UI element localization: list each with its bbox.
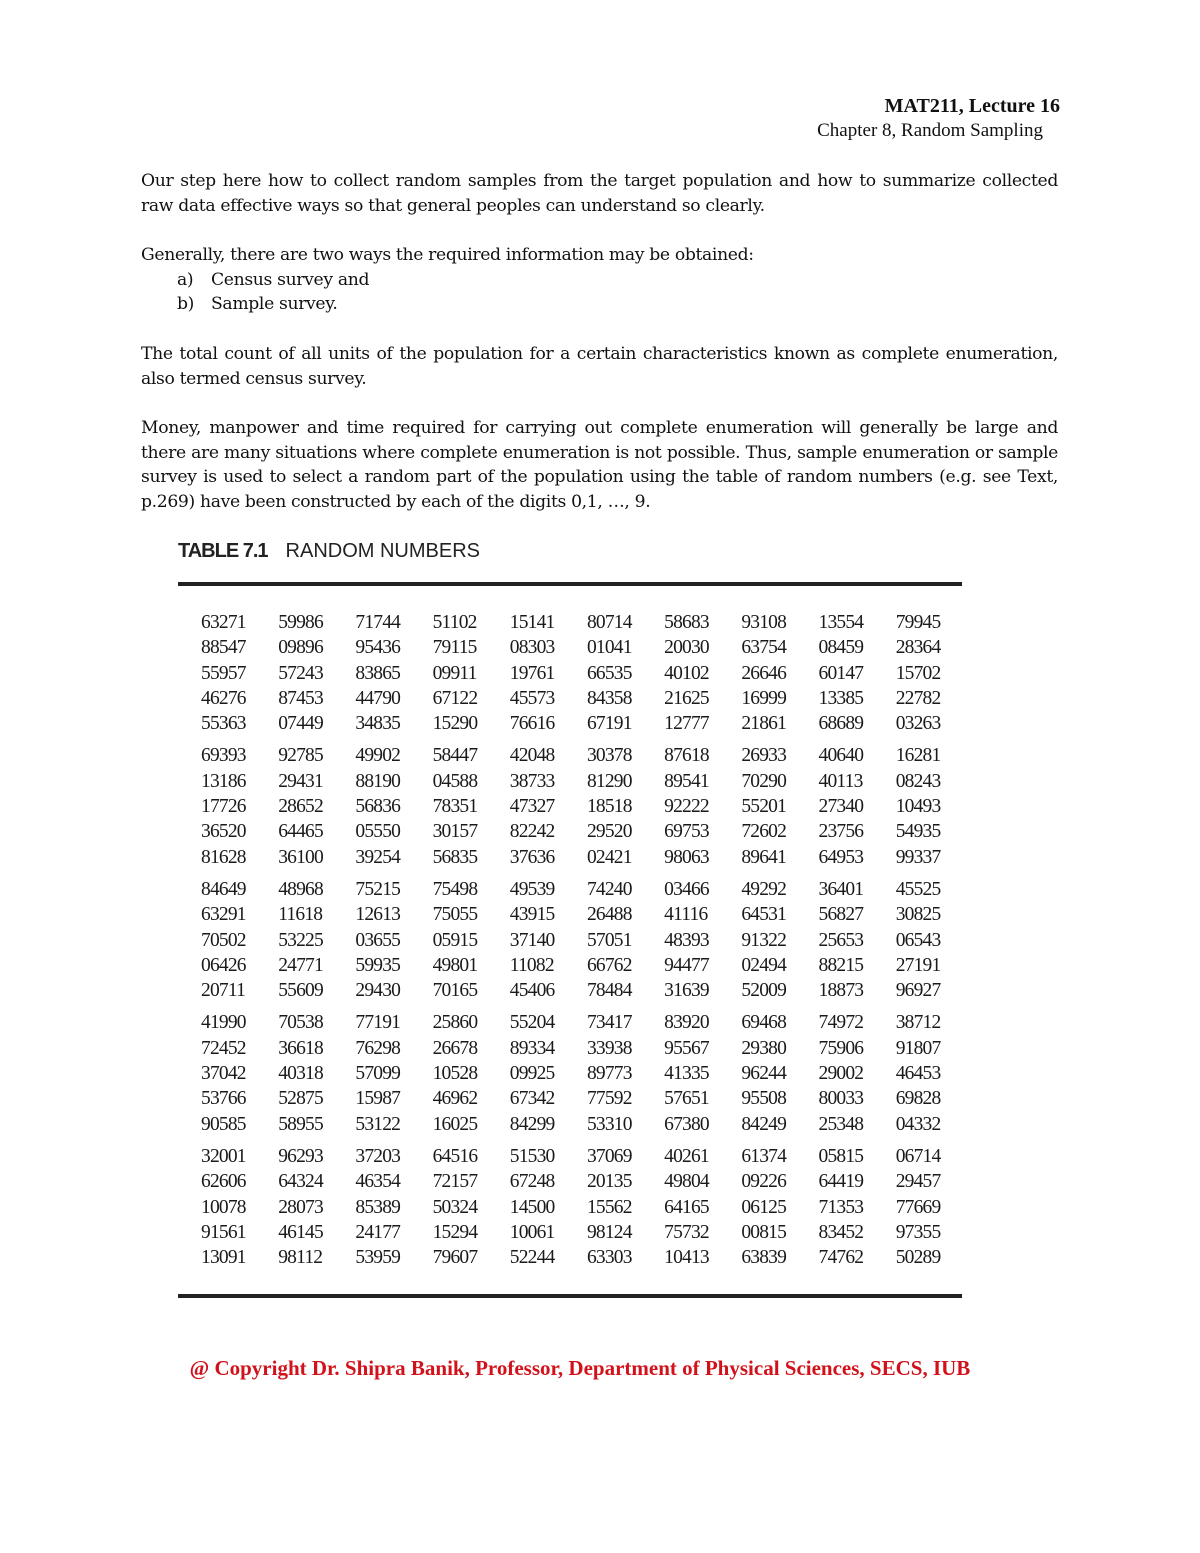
table-cell: 20711 [201, 980, 246, 1002]
table-title: RANDOM NUMBERS [285, 540, 480, 562]
table-cell: 95508 [741, 1088, 787, 1110]
table-cell: 60147 [818, 662, 864, 684]
table-cell: 79115 [432, 637, 477, 659]
table-cell: 53310 [586, 1113, 632, 1135]
table-cell: 80714 [586, 612, 632, 633]
table-cell: 06714 [895, 1145, 941, 1167]
table-cell: 16281 [895, 745, 941, 767]
table-cell: 28073 [278, 1196, 323, 1218]
table-cell: 11618 [278, 904, 323, 926]
table-cell: 76298 [355, 1037, 401, 1059]
table-top-rule [178, 582, 962, 586]
sample-paragraph [141, 416, 1058, 514]
table-cell: 11082 [509, 954, 554, 976]
table-cell: 84299 [509, 1113, 555, 1135]
table-cell: 16025 [432, 1113, 478, 1135]
table-cell: 24771 [278, 954, 323, 976]
table-cell: 76616 [509, 713, 555, 735]
table-cell: 53766 [201, 1088, 246, 1110]
table-cell: 06543 [895, 929, 941, 951]
table-cell: 63839 [741, 1247, 787, 1269]
table-cell: 79945 [895, 612, 941, 633]
table-cell: 91807 [895, 1037, 941, 1059]
table-cell: 88215 [818, 954, 864, 976]
table-cell: 40102 [664, 662, 709, 684]
table-cell: 72452 [201, 1037, 246, 1059]
ways-list [141, 268, 1058, 317]
paragraph-text: The total count of all units of the population for a certain characteristics known as complete enumeration, also termed census survey. [141, 344, 1058, 389]
table-cell: 29431 [278, 770, 323, 792]
table-cell: 63754 [741, 637, 787, 659]
table-cell: 38733 [509, 770, 555, 792]
table-cell: 88547 [201, 637, 246, 659]
table-cell: 69468 [741, 1012, 787, 1034]
table-cell: 63303 [586, 1247, 632, 1269]
table-cell: 74240 [586, 878, 632, 900]
table-row [201, 688, 973, 713]
table-cell: 27340 [818, 796, 864, 818]
table-cell: 46145 [278, 1221, 323, 1243]
table-cell: 80033 [818, 1088, 864, 1110]
table-cell: 84249 [741, 1113, 787, 1135]
table-cell: 15290 [432, 713, 478, 735]
table-cell: 57243 [278, 662, 323, 684]
table-cell: 54935 [895, 821, 941, 843]
table-cell: 75215 [355, 878, 401, 900]
table-cell: 40113 [818, 770, 863, 792]
table-cell: 99337 [895, 846, 941, 868]
table-cell: 14500 [509, 1196, 555, 1218]
table-cell: 66535 [586, 662, 632, 684]
table-cell: 42048 [509, 745, 555, 767]
table-cell: 51102 [432, 612, 477, 633]
table-cell: 68689 [818, 713, 864, 735]
table-cell: 56836 [355, 796, 401, 818]
table-row [201, 713, 973, 738]
table-cell: 82242 [509, 821, 555, 843]
table-row [201, 1247, 973, 1272]
table-cell: 25653 [818, 929, 864, 951]
table-cell: 46354 [355, 1171, 401, 1193]
table-cell: 64953 [818, 846, 864, 868]
table-cell: 49292 [741, 878, 787, 900]
table-cell: 89541 [664, 770, 709, 792]
table-cell: 41335 [664, 1063, 709, 1085]
table-cell: 64465 [278, 821, 323, 843]
table-number: TABLE 7.1 [178, 540, 268, 562]
table-cell: 12613 [355, 904, 401, 926]
table-cell: 49539 [509, 878, 555, 900]
table-cell: 50289 [895, 1247, 941, 1269]
table-cell: 18518 [586, 796, 632, 818]
list-text: Sample survey. [211, 294, 338, 315]
table-cell: 58447 [432, 745, 478, 767]
table-cell: 70165 [432, 980, 478, 1002]
table-cell: 90585 [201, 1113, 246, 1135]
table-cell: 83865 [355, 662, 401, 684]
table-cell: 67191 [586, 713, 632, 735]
table-cell: 30825 [895, 904, 941, 926]
table-cell: 25348 [818, 1113, 864, 1135]
table-cell: 29430 [355, 980, 401, 1002]
table-cell: 45573 [509, 687, 555, 709]
table-bottom-rule [178, 1294, 962, 1298]
table-cell: 04332 [895, 1113, 941, 1135]
table-cell: 67380 [664, 1113, 709, 1135]
table-cell: 49801 [432, 954, 478, 976]
random-numbers-table [201, 612, 973, 1272]
table-cell: 98112 [278, 1247, 323, 1269]
table-cell: 10061 [509, 1221, 555, 1243]
table-cell: 05815 [818, 1145, 864, 1167]
table-row [201, 612, 973, 637]
table-cell: 26933 [741, 745, 787, 767]
table-cell: 67122 [432, 687, 478, 709]
table-cell: 88190 [355, 770, 401, 792]
table-cell: 69753 [664, 821, 709, 843]
table-cell: 12777 [664, 713, 709, 735]
table-cell: 33938 [586, 1037, 632, 1059]
table-cell: 27191 [895, 954, 941, 976]
table-row [201, 1038, 973, 1063]
table-cell: 36520 [201, 821, 246, 843]
table-cell: 09896 [278, 637, 323, 659]
table-row [201, 955, 973, 980]
table-cell: 25860 [432, 1012, 478, 1034]
table-cell: 64531 [741, 904, 787, 926]
table-cell: 98124 [586, 1221, 632, 1243]
list-text: Census survey and [211, 269, 370, 290]
table-cell: 37140 [509, 929, 555, 951]
table-cell: 66762 [586, 954, 632, 976]
table-cell: 21861 [741, 713, 787, 735]
table-cell: 24177 [355, 1221, 401, 1243]
table-cell: 58955 [278, 1113, 323, 1135]
table-cell: 29457 [895, 1171, 941, 1193]
table-cell: 84358 [586, 687, 632, 709]
table-cell: 70290 [741, 770, 787, 792]
list-marker: a) [177, 269, 194, 290]
table-cell: 97355 [895, 1221, 941, 1243]
table-cell: 45525 [895, 878, 941, 900]
table-cell: 98063 [664, 846, 709, 868]
table-cell: 57099 [355, 1063, 401, 1085]
table-row [201, 904, 973, 929]
table-cell: 91561 [201, 1221, 246, 1243]
table-cell: 55609 [278, 980, 323, 1002]
table-caption [178, 540, 480, 563]
table-cell: 07449 [278, 713, 323, 735]
table-cell: 32001 [201, 1145, 246, 1167]
table-row [201, 1012, 973, 1037]
table-cell: 49902 [355, 745, 401, 767]
table-cell: 69393 [201, 745, 246, 767]
table-row [201, 847, 973, 872]
copyright-notice: @ Copyright Dr. Shipra Banik, Professor, Department of Physical Sciences, SECS, IUB [189, 1356, 971, 1380]
table-cell: 50324 [432, 1196, 478, 1218]
table-cell: 13091 [201, 1247, 246, 1269]
table-row [201, 980, 973, 1005]
table-cell: 49804 [664, 1171, 709, 1193]
table-cell: 64516 [432, 1145, 478, 1167]
table-cell: 87453 [278, 687, 323, 709]
table-row [201, 1222, 973, 1247]
table-cell: 13554 [818, 612, 864, 633]
table-cell: 93108 [741, 612, 787, 633]
table-cell: 36100 [278, 846, 323, 868]
table-cell: 06426 [201, 954, 246, 976]
table-cell: 64165 [664, 1196, 709, 1218]
table-cell: 26646 [741, 662, 787, 684]
table-cell: 38712 [895, 1012, 941, 1034]
table-cell: 53122 [355, 1113, 401, 1135]
table-cell: 05915 [432, 929, 478, 951]
table-cell: 57651 [664, 1088, 709, 1110]
table-cell: 09226 [741, 1171, 787, 1193]
table-cell: 91322 [741, 929, 787, 951]
table-cell: 20030 [664, 637, 709, 659]
table-row [201, 1088, 973, 1113]
table-cell: 77592 [586, 1088, 632, 1110]
table-cell: 89334 [509, 1037, 555, 1059]
intro-paragraph [141, 169, 1058, 218]
table-cell: 03466 [664, 878, 709, 900]
table-cell: 23756 [818, 821, 864, 843]
table-cell: 62606 [201, 1171, 246, 1193]
table-cell: 53959 [355, 1247, 401, 1269]
table-cell: 56827 [818, 904, 864, 926]
table-cell: 46276 [201, 687, 246, 709]
table-row [201, 879, 973, 904]
table-cell: 10413 [664, 1247, 709, 1269]
table-cell: 59935 [355, 954, 401, 976]
table-cell: 29380 [741, 1037, 787, 1059]
table-cell: 51530 [509, 1145, 555, 1167]
table-cell: 41990 [201, 1012, 246, 1034]
table-cell: 09925 [509, 1063, 555, 1085]
table-cell: 83452 [818, 1221, 864, 1243]
table-cell: 69828 [895, 1088, 941, 1110]
table-cell: 84649 [201, 878, 246, 900]
table-cell: 46962 [432, 1088, 478, 1110]
list-item [141, 292, 1058, 317]
table-cell: 18873 [818, 980, 864, 1002]
table-cell: 48393 [664, 929, 709, 951]
table-cell: 81290 [586, 770, 632, 792]
table-cell: 67248 [509, 1171, 555, 1193]
table-cell: 64419 [818, 1171, 864, 1193]
table-cell: 01041 [586, 637, 632, 659]
table-cell: 04588 [432, 770, 478, 792]
course-lecture-title: MAT211, Lecture 16 [884, 95, 1060, 117]
census-paragraph [141, 342, 1058, 391]
table-cell: 40640 [818, 745, 864, 767]
table-cell: 08459 [818, 637, 864, 659]
table-cell: 37203 [355, 1145, 401, 1167]
table-cell: 28652 [278, 796, 323, 818]
chapter-title: Chapter 8, Random Sampling [817, 120, 1043, 141]
table-cell: 78351 [432, 796, 478, 818]
table-row [201, 821, 973, 846]
table-cell: 56835 [432, 846, 478, 868]
list-item [141, 268, 1058, 293]
table-cell: 16999 [741, 687, 787, 709]
table-cell: 94477 [664, 954, 709, 976]
table-cell: 29520 [586, 821, 632, 843]
table-row [201, 771, 973, 796]
table-row [201, 1146, 973, 1171]
table-row [201, 1197, 973, 1222]
table-cell: 41116 [664, 904, 708, 926]
table-cell: 85389 [355, 1196, 401, 1218]
table-cell: 40318 [278, 1063, 323, 1085]
table-cell: 13186 [201, 770, 246, 792]
table-cell: 52244 [509, 1247, 555, 1269]
table-cell: 43915 [509, 904, 555, 926]
table-cell: 21625 [664, 687, 709, 709]
table-row [201, 745, 973, 770]
table-cell: 71353 [818, 1196, 864, 1218]
table-cell: 74762 [818, 1247, 864, 1269]
table-cell: 17726 [201, 796, 246, 818]
table-cell: 55204 [509, 1012, 555, 1034]
table-cell: 10078 [201, 1196, 246, 1218]
table-cell: 70502 [201, 929, 246, 951]
table-cell: 72602 [741, 821, 787, 843]
table-cell: 83920 [664, 1012, 709, 1034]
table-cell: 34835 [355, 713, 401, 735]
table-cell: 15141 [509, 612, 555, 633]
table-cell: 22782 [895, 687, 941, 709]
table-cell: 63291 [201, 904, 246, 926]
table-cell: 03263 [895, 713, 941, 735]
table-cell: 37042 [201, 1063, 246, 1085]
paragraph-text: Money, manpower and time required for carrying out complete enumeration will generally be large and there are many situations where complete enumeration is not possible. Thus, sample enumeration or sample survey is used to select a random part of the population using the table of random numbers (e.g. see Text, p.269) have been constructed by each of the digits 0,1, …, 9. [141, 418, 1058, 512]
table-cell: 95567 [664, 1037, 709, 1059]
table-cell: 02421 [586, 846, 632, 868]
table-cell: 89641 [741, 846, 787, 868]
table-cell: 08303 [509, 637, 555, 659]
table-cell: 55363 [201, 713, 246, 735]
table-cell: 10493 [895, 796, 941, 818]
table-cell: 55957 [201, 662, 246, 684]
table-cell: 61374 [741, 1145, 787, 1167]
table-cell: 70538 [278, 1012, 323, 1034]
paragraph-text: Our step here how to collect random samples from the target population and how to summarize collected raw data effective ways so that general peoples can understand so clearly. [141, 171, 1058, 216]
table-row [201, 637, 973, 662]
table-cell: 75498 [432, 878, 478, 900]
table-cell: 29002 [818, 1063, 864, 1085]
table-cell: 06125 [741, 1196, 787, 1218]
table-cell: 52009 [741, 980, 787, 1002]
table-row [201, 796, 973, 821]
table-row [201, 930, 973, 955]
table-cell: 71744 [355, 612, 401, 633]
table-cell: 28364 [895, 637, 941, 659]
table-cell: 45406 [509, 980, 555, 1002]
table-cell: 75055 [432, 904, 478, 926]
table-cell: 87618 [664, 745, 709, 767]
table-cell: 15987 [355, 1088, 401, 1110]
table-cell: 19761 [509, 662, 555, 684]
ways-paragraph [141, 243, 1058, 317]
table-row [201, 663, 973, 688]
table-cell: 02494 [741, 954, 787, 976]
table-cell: 40261 [664, 1145, 709, 1167]
table-cell: 03655 [355, 929, 401, 951]
table-cell: 55201 [741, 796, 787, 818]
table-cell: 37069 [586, 1145, 632, 1167]
table-cell: 36618 [278, 1037, 323, 1059]
table-cell: 75906 [818, 1037, 864, 1059]
table-cell: 10528 [432, 1063, 478, 1085]
table-cell: 75732 [664, 1221, 709, 1243]
table-cell: 81628 [201, 846, 246, 868]
table-cell: 15294 [432, 1221, 478, 1243]
table-cell: 96927 [895, 980, 941, 1002]
table-cell: 96293 [278, 1145, 323, 1167]
table-cell: 57051 [586, 929, 632, 951]
table-cell: 30157 [432, 821, 478, 843]
table-cell: 72157 [432, 1171, 478, 1193]
table-cell: 09911 [432, 662, 477, 684]
table-cell: 00815 [741, 1221, 787, 1243]
table-cell: 64324 [278, 1171, 323, 1193]
table-row [201, 1171, 973, 1196]
table-cell: 74972 [818, 1012, 864, 1034]
table-cell: 31639 [664, 980, 709, 1002]
table-cell: 05550 [355, 821, 401, 843]
table-cell: 20135 [586, 1171, 632, 1193]
paragraph-text: Generally, there are two ways the required information may be obtained: [141, 245, 754, 265]
table-cell: 52875 [278, 1088, 323, 1110]
list-marker: b) [177, 294, 195, 315]
table-cell: 77669 [895, 1196, 941, 1218]
table-cell: 53225 [278, 929, 323, 951]
table-cell: 96244 [741, 1063, 787, 1085]
table-cell: 79607 [432, 1247, 478, 1269]
table-row [201, 1114, 973, 1139]
table-cell: 48968 [278, 878, 323, 900]
table-cell: 44790 [355, 687, 401, 709]
table-cell: 89773 [586, 1063, 632, 1085]
table-cell: 58683 [664, 612, 709, 633]
table-cell: 59986 [278, 612, 323, 633]
table-cell: 39254 [355, 846, 401, 868]
table-cell: 78484 [586, 980, 632, 1002]
table-cell: 95436 [355, 637, 401, 659]
table-cell: 13385 [818, 687, 864, 709]
table-cell: 63271 [201, 612, 246, 633]
table-cell: 26678 [432, 1037, 478, 1059]
table-cell: 15562 [586, 1196, 632, 1218]
table-cell: 15702 [895, 662, 941, 684]
table-cell: 36401 [818, 878, 864, 900]
table-cell: 77191 [355, 1012, 401, 1034]
table-cell: 92222 [664, 796, 709, 818]
table-row [201, 1063, 973, 1088]
table-cell: 26488 [586, 904, 632, 926]
table-cell: 92785 [278, 745, 323, 767]
table-cell: 37636 [509, 846, 555, 868]
table-cell: 08243 [895, 770, 941, 792]
table-cell: 67342 [509, 1088, 555, 1110]
table-cell: 47327 [509, 796, 555, 818]
table-cell: 30378 [586, 745, 632, 767]
table-cell: 73417 [586, 1012, 632, 1034]
table-cell: 46453 [895, 1063, 941, 1085]
